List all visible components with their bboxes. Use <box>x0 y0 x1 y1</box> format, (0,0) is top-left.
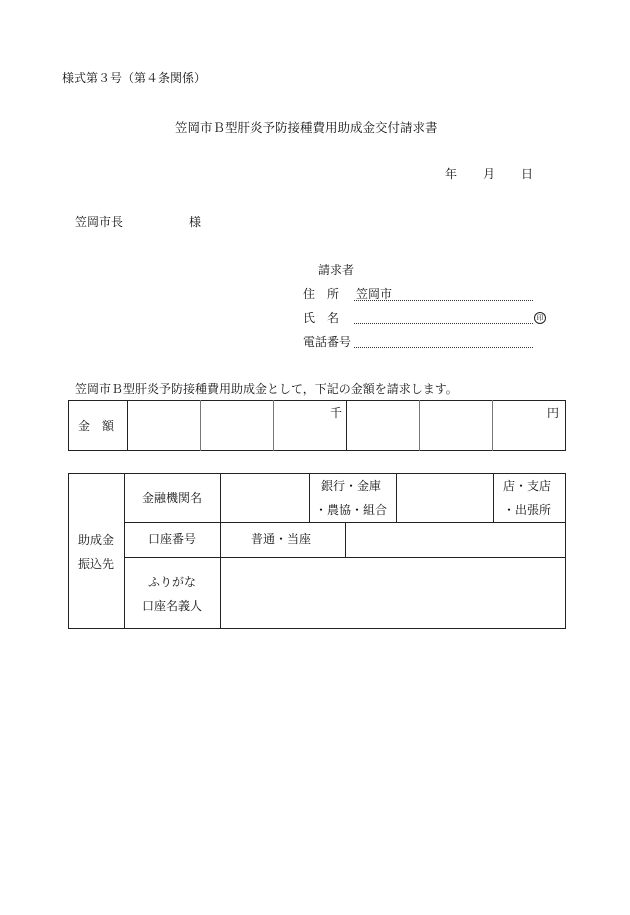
page-title: 笠岡市Ｂ型肝炎予防接種費用助成金交付請求書 <box>175 120 438 135</box>
addressee-honorific: 様 <box>189 215 202 229</box>
phone-field-line[interactable] <box>354 347 533 348</box>
transfer-side-label-2: 振込先 <box>78 557 115 571</box>
amount-digit-cell[interactable] <box>274 401 346 450</box>
institution-label: 金融機関名 <box>142 491 203 505</box>
amount-digit-cell[interactable] <box>493 401 565 450</box>
furigana-label: ふりがな <box>148 575 197 589</box>
branch-types-line1: 店・支店 <box>503 479 552 493</box>
amount-digit-cell[interactable] <box>128 401 200 450</box>
seal-icon: 印 <box>534 312 546 324</box>
transfer-side-label-1: 助成金 <box>78 533 115 547</box>
phone-label: 電話番号 <box>303 335 352 349</box>
request-statement: 笠岡市Ｂ型肝炎予防接種費用助成金として，下記の金額を請求します。 <box>75 382 458 396</box>
branch-name-field[interactable] <box>397 474 493 522</box>
account-holder-label: 口座名義人 <box>142 599 203 613</box>
address-value: 笠岡市 <box>356 287 393 301</box>
name-field-line[interactable] <box>354 323 533 324</box>
amount-digit-cell[interactable] <box>201 401 273 450</box>
account-holder-field[interactable] <box>221 558 565 628</box>
address-field-line[interactable] <box>354 300 533 301</box>
date-day-label: 日 <box>521 167 534 181</box>
account-number-label: 口座番号 <box>148 532 197 546</box>
requester-heading: 請求者 <box>318 263 355 277</box>
account-type-options: 普通・当座 <box>251 532 312 546</box>
bank-types-line1: 銀行・金庫 <box>321 479 382 493</box>
bank-name-field[interactable] <box>221 474 309 522</box>
name-label: 氏 名 <box>303 311 340 325</box>
amount-unit-thousand: 千 <box>330 406 343 420</box>
amount-label: 金 額 <box>78 419 115 433</box>
amount-unit-yen: 円 <box>547 406 560 420</box>
account-number-field[interactable] <box>346 523 565 557</box>
bank-types-line2: ・農協・組合 <box>315 503 388 517</box>
form-number: 様式第３号（第４条関係） <box>62 71 207 85</box>
amount-digit-cell[interactable] <box>420 401 492 450</box>
branch-types-line2: ・出張所 <box>503 503 552 517</box>
address-label: 住 所 <box>303 287 340 301</box>
date-year-label: 年 <box>445 167 458 181</box>
amount-digit-cell[interactable] <box>347 401 419 450</box>
addressee-name: 笠岡市長 <box>75 215 124 229</box>
date-month-label: 月 <box>483 167 496 181</box>
